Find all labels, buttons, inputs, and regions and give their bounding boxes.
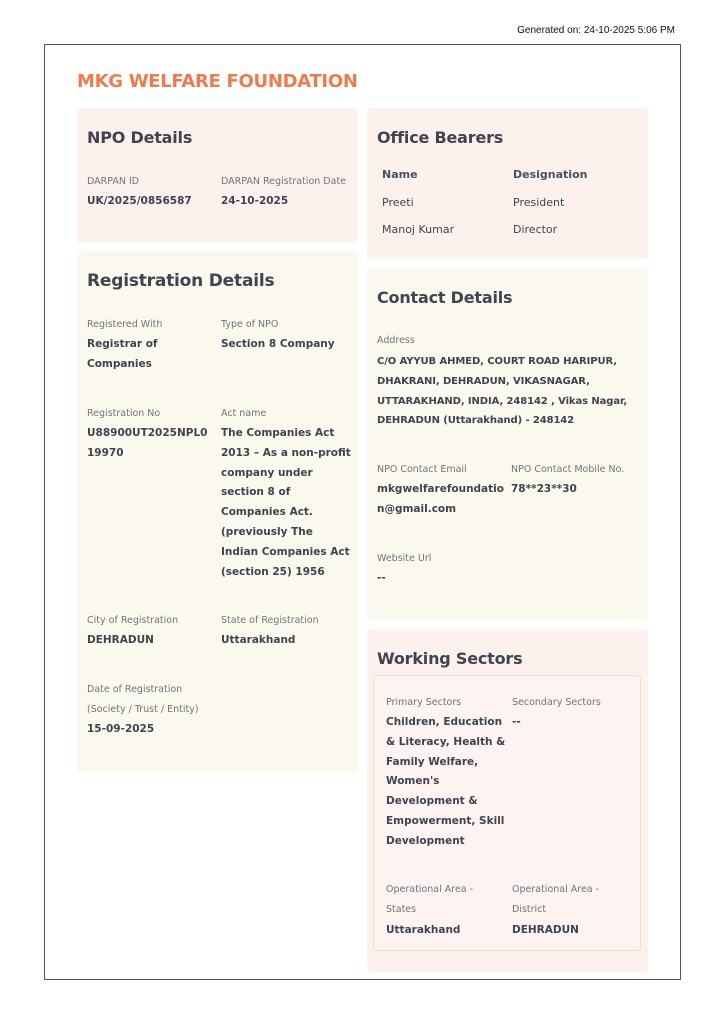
darpan-id-label: DARPAN ID: [87, 176, 140, 187]
website-label: Website Url: [377, 553, 432, 564]
bearers-col-designation: Designation: [513, 168, 588, 181]
sectors-inner-box: [373, 675, 641, 951]
npo-details-card: [77, 108, 358, 242]
bearer-designation: Director: [513, 223, 558, 236]
npo-type-label: Type of NPO: [221, 319, 279, 330]
city-value: DEHRADUN: [87, 634, 154, 646]
contact-email-label: NPO Contact Email: [377, 464, 467, 475]
act-name-value: The Companies Act 2013 – As a non-profit company under section 8 of Companies Act. (previously The Indian Companies Act (section 25) 1956: [221, 427, 351, 578]
registration-date-value: 15-09-2025: [87, 723, 155, 735]
contact-mobile-label: NPO Contact Mobile No.: [511, 464, 625, 475]
bearer-name: Preeti: [382, 196, 414, 209]
npo-details-title: NPO Details: [87, 128, 193, 147]
working-sectors-title: Working Sectors: [377, 649, 523, 668]
secondary-sectors-label: Secondary Sectors: [512, 697, 601, 708]
registered-with-value: Registrar of Companies: [87, 338, 158, 370]
npo-type-value: Section 8 Company: [221, 338, 335, 350]
org-title: MKG WELFARE FOUNDATION: [77, 71, 358, 92]
darpan-date-label: DARPAN Registration Date: [221, 176, 347, 187]
office-bearers-title: Office Bearers: [377, 128, 504, 147]
primary-sectors-value: Children, Education & Literacy, Health & Family Welfare, Women's Development & Empowerment, Skill Development: [386, 716, 506, 847]
registration-no-label: Registration No: [87, 408, 161, 419]
op-states-value: Uttarakhand: [386, 924, 461, 936]
contact-details-card: [367, 268, 648, 620]
darpan-date-value: 24-10-2025: [221, 195, 289, 207]
registration-no-value: U88900UT2025NPL019970: [87, 427, 208, 459]
office-bearers-card: [367, 108, 648, 259]
contact-details-title: Contact Details: [377, 288, 513, 307]
op-states-label: Operational Area - States: [386, 884, 474, 915]
contact-mobile-value: 78**23**30: [511, 483, 577, 495]
contact-email-value: mkgwelfarefoundation@gmail.com: [377, 483, 504, 515]
op-district-label: Operational Area - District: [512, 884, 600, 915]
op-district-value: DEHRADUN: [512, 924, 579, 936]
website-value: --: [377, 572, 386, 584]
bearers-col-name: Name: [382, 168, 418, 181]
primary-sectors-label: Primary Sectors: [386, 697, 462, 708]
state-value: Uttarakhand: [221, 634, 296, 646]
address-label: Address: [377, 335, 415, 346]
generated-timestamp: Generated on: 24-10-2025 5:06 PM: [517, 25, 675, 36]
bearer-name: Manoj Kumar: [382, 223, 455, 236]
working-sectors-card: [367, 629, 648, 972]
registration-details-card: [77, 251, 358, 772]
city-label: City of Registration: [87, 615, 179, 626]
act-name-label: Act name: [221, 408, 267, 419]
darpan-id-value: UK/2025/0856587: [87, 195, 192, 207]
address-value: C/O AYYUB AHMED, COURT ROAD HARIPUR, DHAKRANI, DEHRADUN, VIKASNAGAR, UTTARAKHAND, INDIA, 248142 , Vikas Nagar, DEHRADUN (Uttarakhand) - 248142: [377, 356, 628, 427]
state-label: State of Registration: [221, 615, 319, 626]
bearer-designation: President: [513, 196, 565, 209]
secondary-sectors-value: --: [512, 716, 521, 728]
registered-with-label: Registered With: [87, 319, 163, 330]
registration-details-title: Registration Details: [87, 271, 275, 291]
registration-date-label: Date of Registration (Society / Trust / Entity): [87, 684, 199, 715]
